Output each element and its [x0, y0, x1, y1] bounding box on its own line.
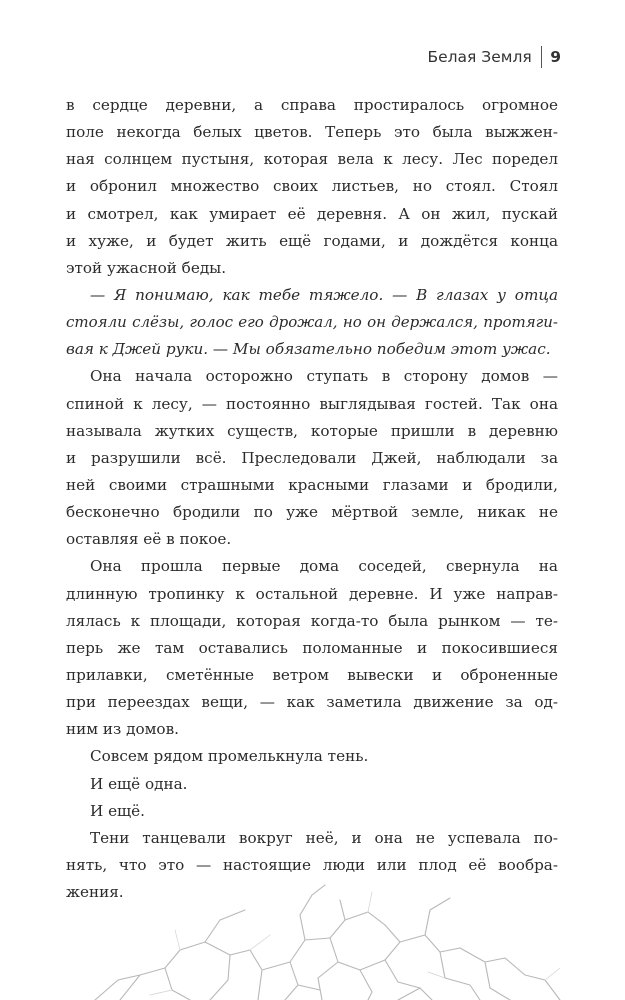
text-line: прилавки, сметённые ветром вывески и оброненные [66, 665, 558, 684]
running-header-title: Белая Земля [427, 48, 532, 66]
text-line: Она прошла первые дома соседей, свернула на [90, 557, 558, 576]
text-line: при переездах вещи, — как заметила движение за од- [66, 693, 558, 712]
text-line: жения. [66, 883, 124, 902]
cracked-earth-illustration-icon [0, 880, 625, 1000]
text-line: ная солнцем пустыня, которая вела к лесу. Лес поредел [66, 150, 558, 169]
text-line: ней своими страшными красными глазами и бродили, [66, 475, 558, 494]
text-line: и обронил множество своих листьев, но стоял. Стоял [66, 177, 558, 196]
text-line: лялась к площади, которая когда-то была рынком — те- [66, 611, 558, 630]
text-line: И ещё. [90, 801, 145, 820]
header-separator [541, 46, 543, 68]
text-line: в сердце деревни, а справа простиралось огромное [66, 96, 558, 114]
text-line: спиной к лесу, — постоянно выглядывая гостей. Так она [66, 394, 558, 413]
text-line: И ещё одна. [90, 774, 188, 793]
text-line: Она начала осторожно ступать в сторону домов — [90, 367, 558, 386]
text-line: перь же там оставались поломанные и покосившиеся [66, 638, 558, 657]
text-line: называла жутких существ, которые пришли в деревню [66, 421, 558, 440]
text-line: поле некогда белых цветов. Теперь это была выжжен- [66, 123, 558, 142]
page-number: 9 [550, 48, 561, 66]
text-line: оставляя её в покое. [66, 530, 232, 549]
text-line: и хуже, и будет жить ещё годами, и дождётся конца [66, 231, 558, 250]
running-header [427, 46, 561, 68]
text-line: и смотрел, как умирает её деревня. А он жил, пускай [66, 204, 558, 223]
text-line: Совсем рядом промелькнула тень. [90, 747, 369, 766]
text-line: длинную тропинку к остальной деревне. И уже направ- [66, 584, 558, 603]
text-line: Тени танцевали вокруг неё, и она не успевала по- [90, 828, 558, 847]
body-text [66, 92, 558, 906]
text-line: вая к Джей руки. — Мы обязательно победим этот ужас. [66, 340, 551, 359]
text-line: ним из домов. [66, 720, 179, 739]
text-line: стояли слёзы, голос его дрожал, но он держался, протяги- [66, 313, 558, 332]
text-line: — Я понимаю, как тебе тяжело. — В глазах у отца [90, 285, 558, 304]
text-line: нять, что это — настоящие люди или плод её вообра- [66, 855, 558, 874]
text-line: этой ужасной беды. [66, 258, 227, 277]
text-line: и разрушили всё. Преследовали Джей, наблюдали за [66, 448, 558, 467]
text-line: бесконечно бродили по уже мёртвой земле, никак не [66, 503, 558, 522]
